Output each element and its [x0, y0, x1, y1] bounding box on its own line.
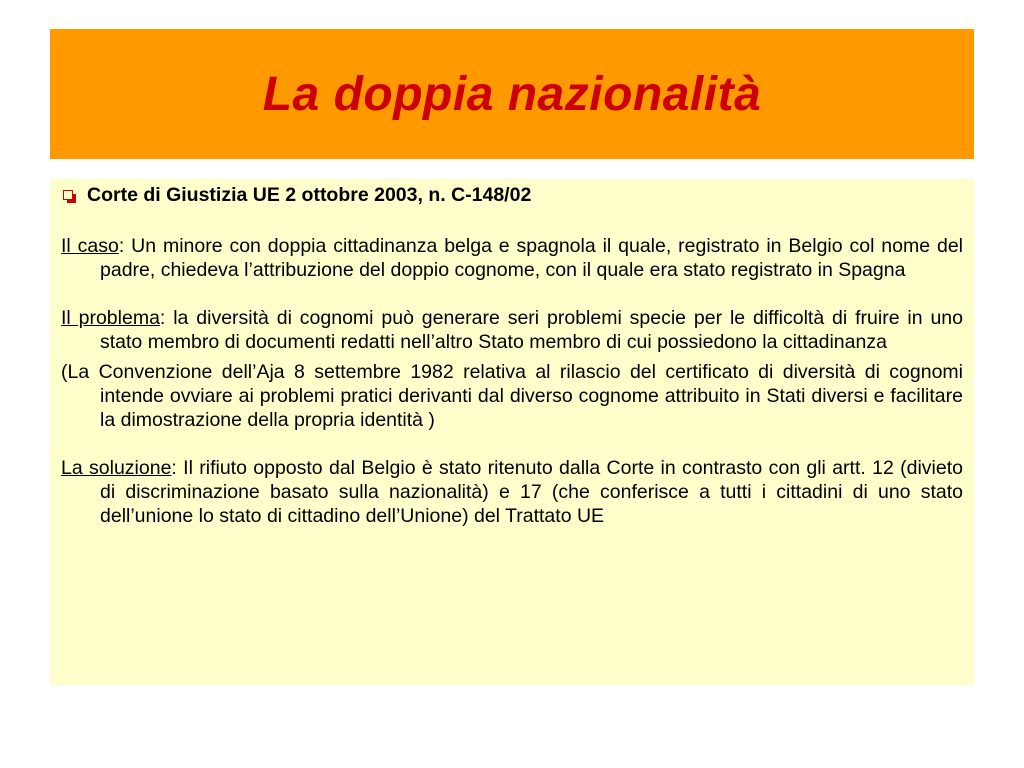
title-banner [50, 29, 974, 159]
convenzione-paragraph: (La Convenzione dell’Aja 8 settembre 1982 relativa al rilascio del certificato di diversità di cognomi intende ovviare ai problemi pratici derivanti dal diverso cognome attribuito in Stati diversi e facilitare la dimostrazione della propria identità ) [61, 361, 963, 431]
slide-title: La doppia nazionalità [262, 67, 762, 121]
caso-paragraph [61, 234, 963, 282]
caso-label: Il caso [61, 235, 119, 257]
problema-paragraph [61, 306, 963, 354]
case-heading-text: Corte di Giustizia UE 2 ottobre 2003, n. C-148/02 [87, 184, 532, 206]
problema-text: : la diversità di cognomi può generare seri problemi specie per le difficoltà di fruire in uno stato membro di documenti redatti nell’altro Stato membro di cui possiedono la cittadinanza [100, 307, 963, 353]
content-panel [50, 179, 974, 685]
case-heading [61, 181, 963, 209]
caso-text: : Un minore con doppia cittadinanza belga e spagnola il quale, registrato in Belgio col nome del padre, chiedeva l’attribuzione del doppio cognome, con il quale era stato registrato in Spagna [100, 235, 964, 281]
checkbox-square-bullet-icon [63, 190, 73, 200]
soluzione-paragraph [61, 456, 963, 528]
problema-label: Il problema [61, 307, 160, 329]
soluzione-text: : Il rifiuto opposto dal Belgio è stato ritenuto dalla Corte in contrasto con gli artt. 12 (divieto di discriminazione basato sulla nazionalità) e 17 (che conferisce a tutti i cittadini di uno stato dell’unione lo stato di cittadino dell’Unione) del Trattato UE [100, 457, 963, 527]
soluzione-label: La soluzione [61, 457, 172, 479]
